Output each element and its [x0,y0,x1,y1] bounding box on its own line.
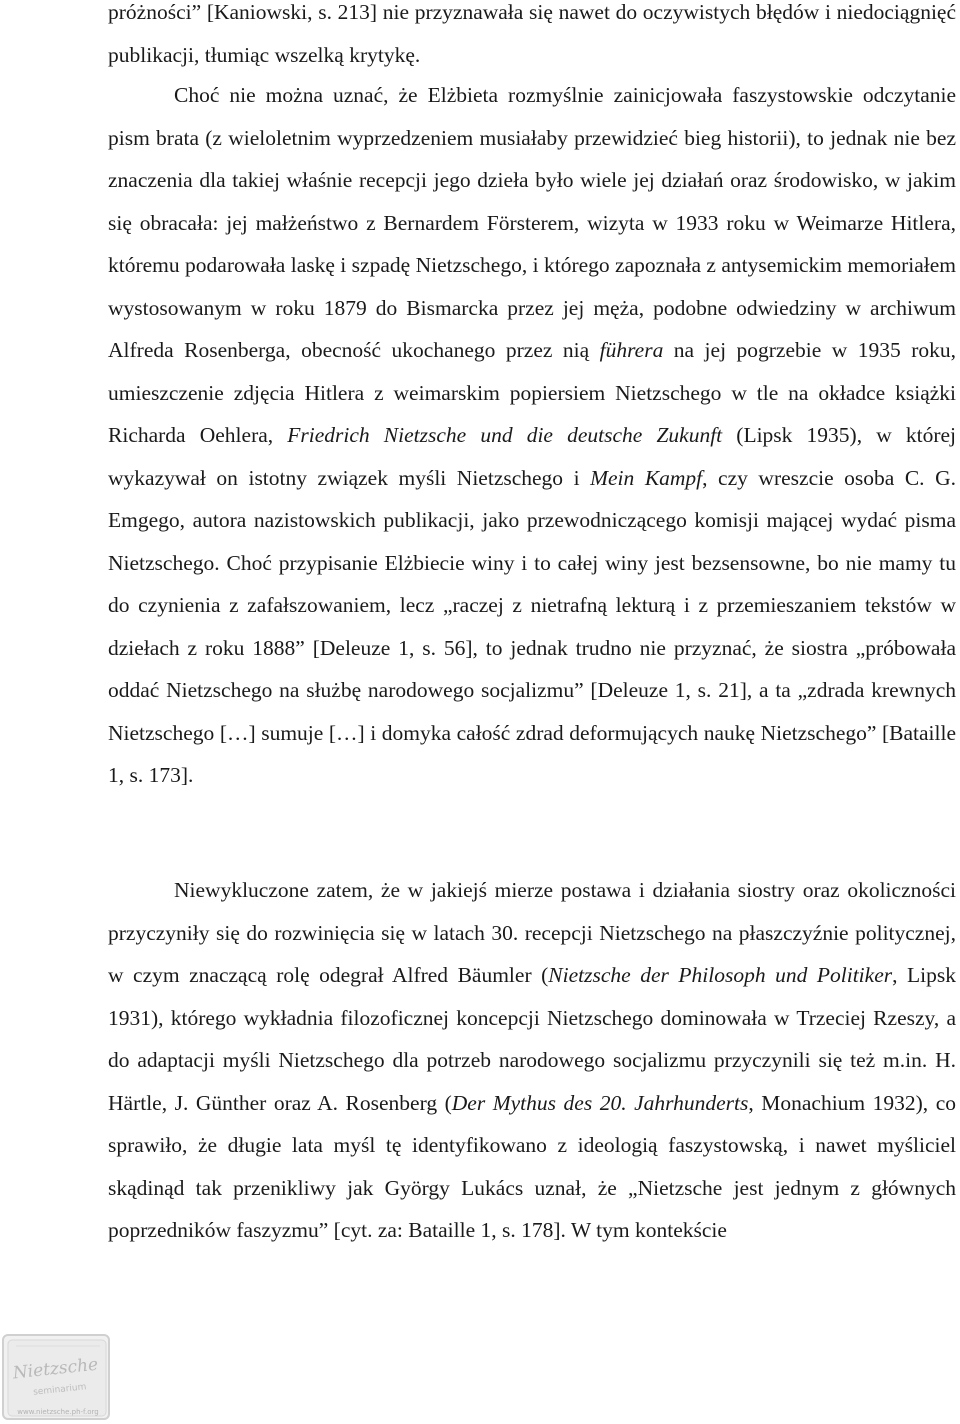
italic-title-run: Mein Kampf [590,465,703,490]
text-run: Choć nie można uznać, że Elżbieta rozmyślnie zainicjowała faszystowskie odczytanie pism brata (z wieloletnim wyprzedzeniem musiałaby przewidzieć bieg historii), to jednak nie bez znaczenia dla takiej właśnie recepcji jego dzieła było wiele jej działań oraz środowisko, w jakim się obracała: jej małżeństwo z Bernardem Försterem, wizyta w 1933 roku w Weimarze Hitlera, któremu podarowała laskę i szpadę Nietzschego, i którego zapoznała z antysemickim memoriałem wystosowanym w roku 1879 do Bismarcka przez jej męża, podobne odwiedziny w archiwum Alfreda Rosenberga, obecność ukochanego przez nią [108,83,956,362]
italic-title-run: Nietzsche der Philosoph und Politiker [548,963,893,987]
logo-url: www.nietzsche.ph-f.org [17,1408,99,1416]
nietzsche-seminarium-logo [2,1334,110,1420]
paragraph-elzbieta [108,74,956,797]
text-run: próżności” [Kaniowski, s. 213] nie przyznawała się nawet do oczywistych błędów i niedociągnięć publikacji, tłumiąc wszelką krytykę. [108,0,956,67]
text-run: (Lipsk 1935), w której wykazywał on istotny związek myśli Nietzschego i [108,423,957,490]
text-run: na jej pogrzebie w 1935 roku, umieszczenie zdjęcia Hitlera z weimarskim popiersiem Nietzschego w tle na okładce książki Richarda Oehlera, [108,338,956,447]
logo-graphic [4,1336,110,1420]
text-run: , Monachium 1932), co sprawiło, że długie lata myśl tę identyfikowano z ideologią faszystowską, i nawet myśliciel skądinąd tak przenikliwy jak György Lukács uznał, że „Nietzsche jest jednym z głównych poprzedników faszyzmu” [cyt. za: Bataille 1, s. 178]. W tym kontekście [108,1090,956,1242]
text-run: , Lipsk 1931), którego wykładnia filozoficznej koncepcji Nietzschego dominowała w Trzeciej Rzeszy, a do adaptacji myśli Nietzschego dla potrzeb narodowego socjalizmu przyczynili się też m.in. H. Härtle, J. Günther oraz A. Rosenberg ( [108,963,956,1115]
text-run: Niewykluczone zatem, że w jakiejś mierze postawa i działania siostry oraz okoliczności przyczyniły się do rozwinięcia się w latach 30. recepcji Nietzschego na płaszczyźnie politycznej, w czym znaczącą rolę odegrał Alfred Bäumler ( [108,878,956,987]
logo-line1: Nietzsche [11,1354,99,1384]
paragraph-continuation [108,0,956,76]
italic-title-run: führera [599,338,664,362]
logo-line2: seminarium [32,1382,87,1398]
italic-title-run: Friedrich Nietzsche und die deutsche Zukunft [287,423,723,447]
paragraph-reception [108,869,956,1252]
text-run: , czy wreszcie osoba C. G. Emgego, autora nazistowskich publikacji, jako przewodniczącego komisji mającej wydać pisma Nietzschego. Choć przypisanie Elżbiecie winy i to całej winy jest bezsensowne, bo nie mamy tu do czynienia z zafałszowaniem, lecz „raczej z nietrafną lekturą i z przemieszaniem tekstów w dziełach z roku 1888” [Deleuze 1, s. 56], to jednak trudno nie przyznać, że siostra „próbowała oddać Nietzschego na służbę narodowego socjalizmu” [Deleuze 1, s. 21], a ta „zdrada krewnych Nietzschego […] sumuje […] i domyka całość zdrad deformujących naukę Nietzschego” [Bataille 1, s. 173]. [108,465,956,787]
italic-title-run: Der Mythus des 20. Jahrhunderts [451,1090,749,1115]
